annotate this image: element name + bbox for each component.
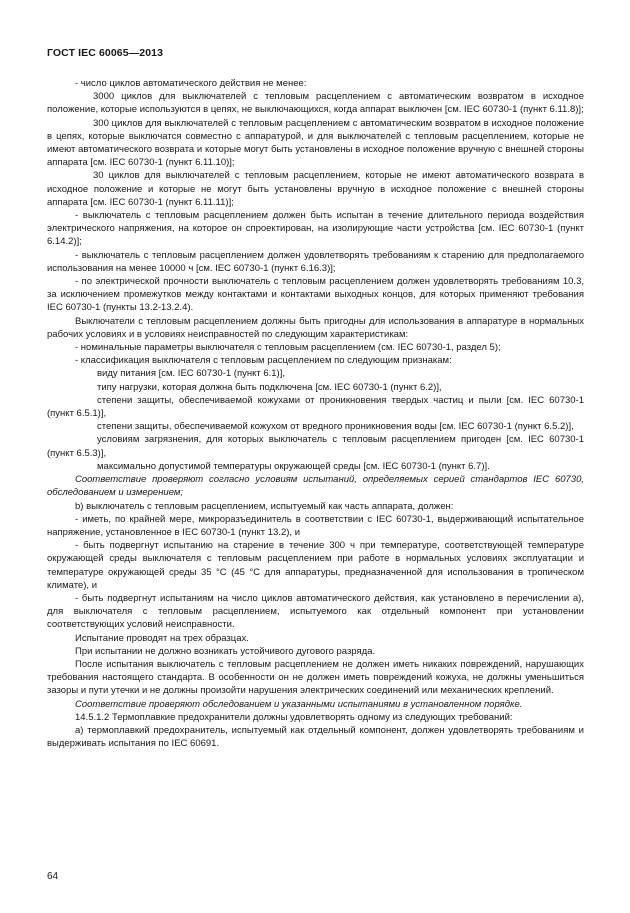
paragraph: Выключатели с тепловым расцеплением должны быть пригодны для использования в аппаратуре в нормальных рабочих условиях и в условиях неисправностей по следующим характеристикам: [47, 315, 584, 340]
paragraph: 300 циклов для выключателей с тепловым расцеплением с автоматическим возвратом в исходное положение в цепях, которые выключатся совместно с аппаратурой, и для выключателей с тепловым расцеплением, которые не имеют автоматического возврата и которые могут быть установлены в исходное положение вручную с внешней стороны аппарата [см. IEC 60730-1 (пункт 6.11.10)]; [47, 117, 584, 169]
paragraph: типу нагрузки, которая должна быть подключена [см. IEC 60730-1 (пункт 6.2)], [97, 381, 442, 393]
paragraph: - по электрической прочности выключатель с тепловым расцеплением должен удовлетворять требованиям 10.3, за исключением промежутков между контактами и контактами выходных концов, для которых применяют требования IEC 60730-1 (пункты 13.2-13.2.4). [47, 276, 584, 314]
paragraph: - выключатель с тепловым расцеплением должен удовлетворять требованиям к старению для предполагаемого использования на менее 10000 ч [см. IEC 60730-1 (пункт 6.16.3)]; [47, 249, 584, 274]
paragraph: 3000 циклов для выключателей с тепловым расцеплением с автоматическим возвратом в исходное положение, которые используются в цепях, не выключающихся, когда аппарат выключен [см. IEC 60730-1 (пункт 6.11.8)]; [47, 91, 584, 116]
document-header: ГОСТ IEC 60065—2013 [47, 47, 164, 59]
paragraph: После испытания выключатель с тепловым расцеплением не должен иметь никаких повреждений, нарушающих требования настоящего стандарта. В особенности он не должен иметь повреждений кожуха, не должны уменьшиться зазоры и пути утечки и не должны произойти нарушения электрических соединений или механических креплений. [47, 658, 584, 697]
paragraph: степени защиты, обеспечиваемой кожухами от проникновения твердых частиц и пыли [см. IEC 60730-1 (пункт 6.5.1)], [47, 394, 584, 420]
paragraph: - число циклов автоматического действия не менее: [75, 78, 307, 89]
paragraph: - номинальные параметры выключателя с тепловым расцеплением (см. IEC 60730-1, раздел 5); [75, 342, 501, 354]
paragraph: Испытание проводят на трех образцах. [75, 632, 249, 644]
paragraph: виду питания [см. IEC 60730-1 (пункт 6.1)], [97, 368, 285, 380]
paragraph: условиям загрязнения, для которых выключатель с тепловым расцеплением пригоден [см. IEC 60730-1 (пункт 6.5.3)], [47, 434, 584, 459]
paragraph: Соответствие проверяют согласно условиям испытаний, определяемых серией стандартов IEC 60730, обследованием и измерением; [47, 474, 584, 499]
paragraph: - выключатель с тепловым расцеплением должен быть испытан в течение длительного периода воздействия электрического напряжения, на которое он спроектирован, на изолирующие части устройства [см. IEC 60730-1 (пункт 6.14.2)]; [47, 210, 584, 248]
paragraph: степени защиты, обеспечиваемой кожухом от вредного проникновения воды [см. IEC 60730-1 (пункт 6.5.2)], [97, 421, 574, 433]
paragraph: 30 циклов для выключателей с тепловым расцеплением, которые не имеют автоматического возврата в исходное положение и которые не могут быть установлены вручную в исходное положение с внешней стороны аппарата [см. IEC 60730-1 (пункт 6.11.11)]; [47, 170, 584, 208]
paragraph: Соответствие проверяют обследованием и указанными испытаниями в установленном порядке. [75, 698, 523, 710]
page-number: 64 [47, 871, 59, 882]
document-body [47, 77, 584, 750]
paragraph: - иметь, по крайней мере, микроразъединитель в соответствии с IEC 60730-1, выдерживающий испытательное напряжение, установленное в IEC 60730-1 (пункт 13.2), и [47, 513, 584, 538]
paragraph: 14.5.1.2 Термоплавкие предохранители должны удовлетворять одному из следующих требований: [75, 711, 513, 723]
paragraph: максимально допустимой температуры окружающей среды [см. IEC 60730-1 (пункт 6.7)]. [97, 460, 490, 472]
paragraph: При испытании не должно возникать устойчивого дугового разряда. [75, 645, 376, 657]
paragraph: b) выключатель с тепловым расцеплением, испытуемый как часть аппарата, должен: [75, 500, 454, 512]
paragraph: - классификация выключателя с тепловым расцеплением по следующим признакам: [75, 355, 452, 367]
paragraph: а) термоплавкий предохранитель, испытуемый как отдельный компонент, должен удовлетворять требованиям и выдерживать испытания по IEC 60691. [47, 724, 584, 750]
paragraph: - быть подвергнут испытанию на старение в течение 300 ч при температуре, соответствующей температуре окружающей среды выключателя с тепловым расцеплением при работе в нормальных условиях эксплуатации и температуре окружающей среды 35 °С (45 °С для аппаратуры, предназначенной для использования в тропическом климате), и [47, 540, 584, 591]
paragraph: - быть подвергнут испытаниям на число циклов автоматического действия, как установлено в перечислении а), для выключателя с тепловым расцеплением, испытуемого как отдельный компонент при установлении соответствующих условий неисправности. [47, 592, 584, 631]
